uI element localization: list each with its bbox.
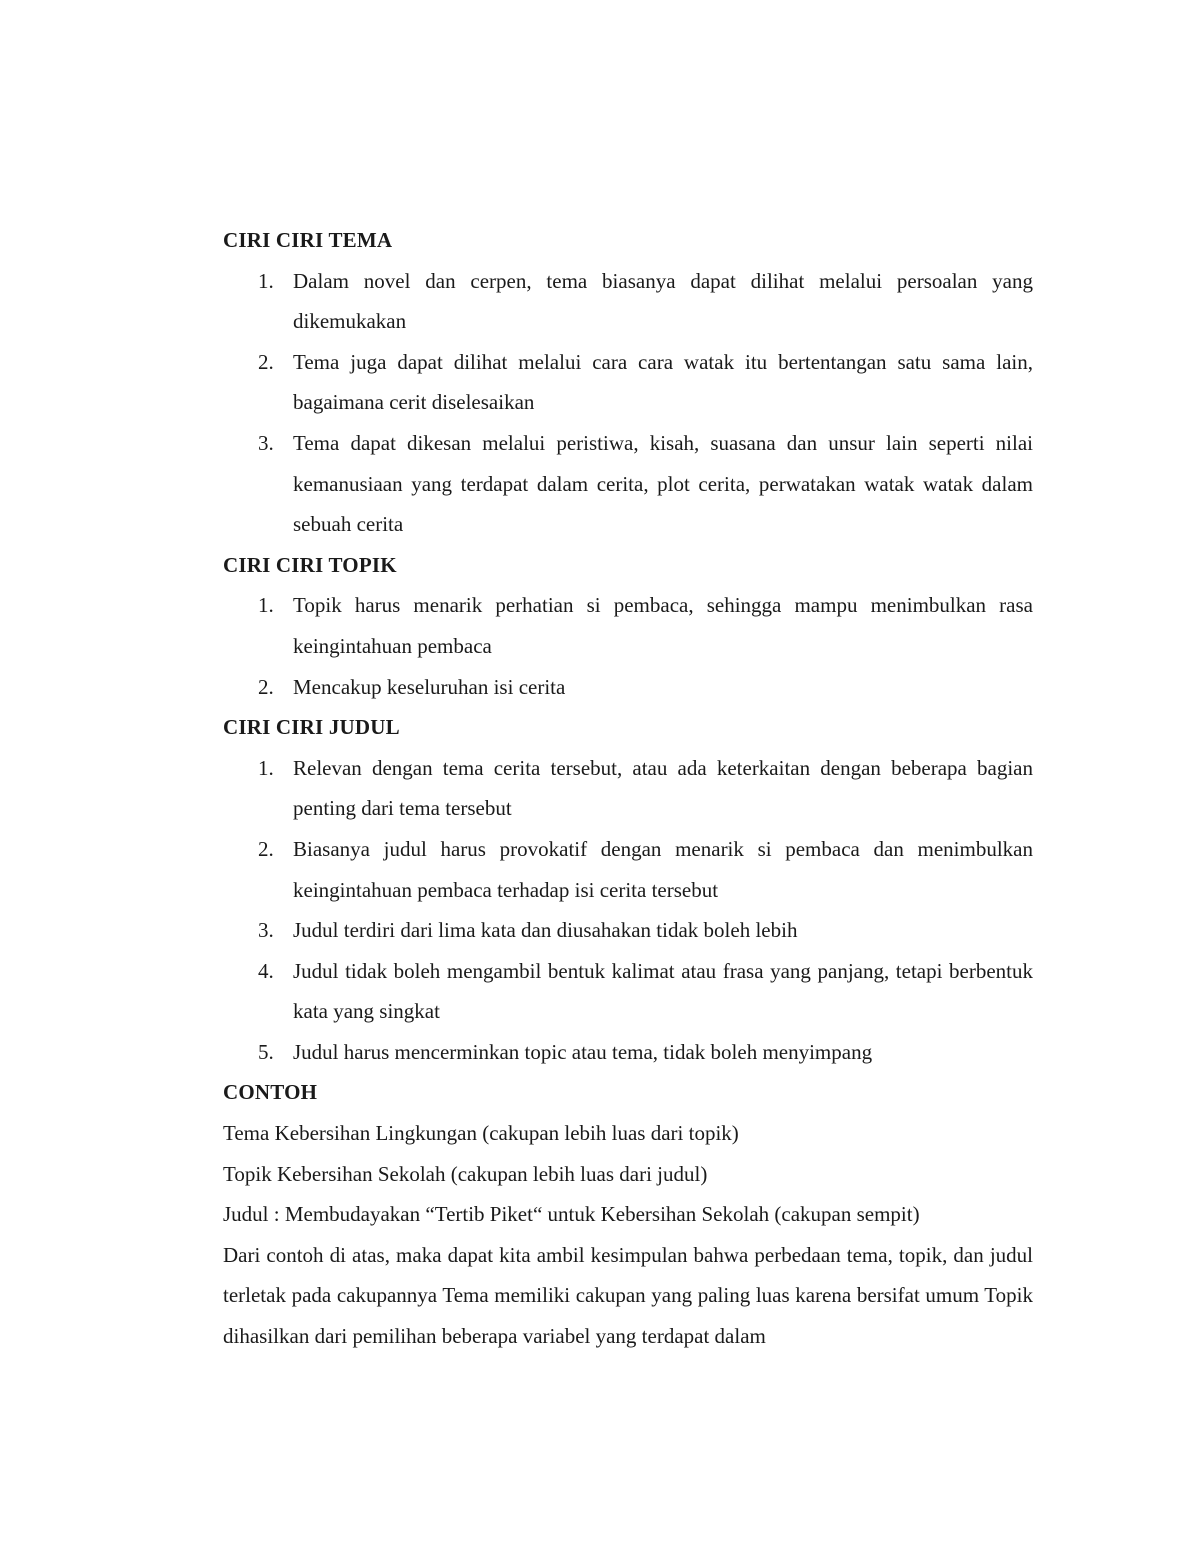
section-heading-topik: CIRI CIRI TOPIK [223,552,397,577]
section-heading-judul: CIRI CIRI JUDUL [223,715,400,740]
list-text: Topik harus menarik perhatian si pembaca, sehingga mampu menimbulkan rasa keingintahuan pembaca [293,593,1033,658]
list-text: Biasanya judul harus provokatif dengan menarik si pembaca dan menimbulkan keingintahuan pembaca terhadap isi cerita tersebut [293,836,1033,902]
list-item [223,910,1033,951]
list-item [223,829,1033,910]
contoh-line-topik: Topik Kebersihan Sekolah (cakupan lebih luas dari judul) [223,1161,708,1186]
conclusion-paragraph: Dari contoh di atas, maka dapat kita ambil kesimpulan bahwa perbedaan tema, topik, dan judul terletak pada cakupannya Tema memiliki cakupan yang paling luas karena bersifat umum Topik dihasilkan dari pemilihan beberapa variabel yang terdapat dalam [223,1242,1033,1349]
contoh-line-tema: Tema Kebersihan Lingkungan (cakupan lebih luas dari topik) [223,1121,739,1146]
list-text: Mencakup keseluruhan isi cerita [293,674,566,699]
list-item [223,1032,1033,1073]
list-number: 3. [258,918,274,943]
list-item [223,667,1033,708]
section-heading-contoh: CONTOH [223,1080,318,1105]
list-number: 2. [258,349,274,374]
list-item [223,261,1033,342]
list-number: 2. [258,674,274,699]
list-number: 1. [258,593,274,618]
list-text: Tema dapat dikesan melalui peristiwa, kisah, suasana dan unsur lain seperti nilai kemanusiaan yang terdapat dalam cerita, plot cerita, perwatakan watak watak dalam sebuah cerita [293,430,1033,537]
section-heading-tema: CIRI CIRI TEMA [223,228,393,252]
judul-list [223,748,1033,1073]
list-item [223,585,1033,666]
list-number: 3. [258,430,274,455]
list-text: Tema juga dapat dilihat melalui cara cara watak itu bertentangan satu sama lain, bagaimana cerit diselesaikan [293,349,1033,415]
list-number: 5. [258,1039,274,1064]
list-item [223,423,1033,545]
contoh-line-judul: Judul : Membudayakan “Tertib Piket“ untuk Kebersihan Sekolah (cakupan sempit) [223,1202,920,1227]
list-item [223,342,1033,423]
document-body [223,220,1033,1357]
tema-list [223,261,1033,545]
list-number: 1. [258,268,274,293]
list-number: 1. [258,755,274,780]
list-text: Judul tidak boleh mengambil bentuk kalimat atau frasa yang panjang, tetapi berbentuk kata yang singkat [293,958,1033,1024]
list-number: 2. [258,836,274,861]
list-text: Dalam novel dan cerpen, tema biasanya dapat dilihat melalui persoalan yang dikemukakan [293,268,1033,334]
list-text: Judul terdiri dari lima kata dan diusahakan tidak boleh lebih [293,918,798,943]
list-text: Judul harus mencerminkan topic atau tema, tidak boleh menyimpang [293,1039,873,1064]
list-number: 4. [258,958,274,983]
list-text: Relevan dengan tema cerita tersebut, atau ada keterkaitan dengan beberapa bagian penting dari tema tersebut [293,755,1033,821]
topik-list [223,585,1033,707]
list-item [223,748,1033,829]
list-item [223,951,1033,1032]
